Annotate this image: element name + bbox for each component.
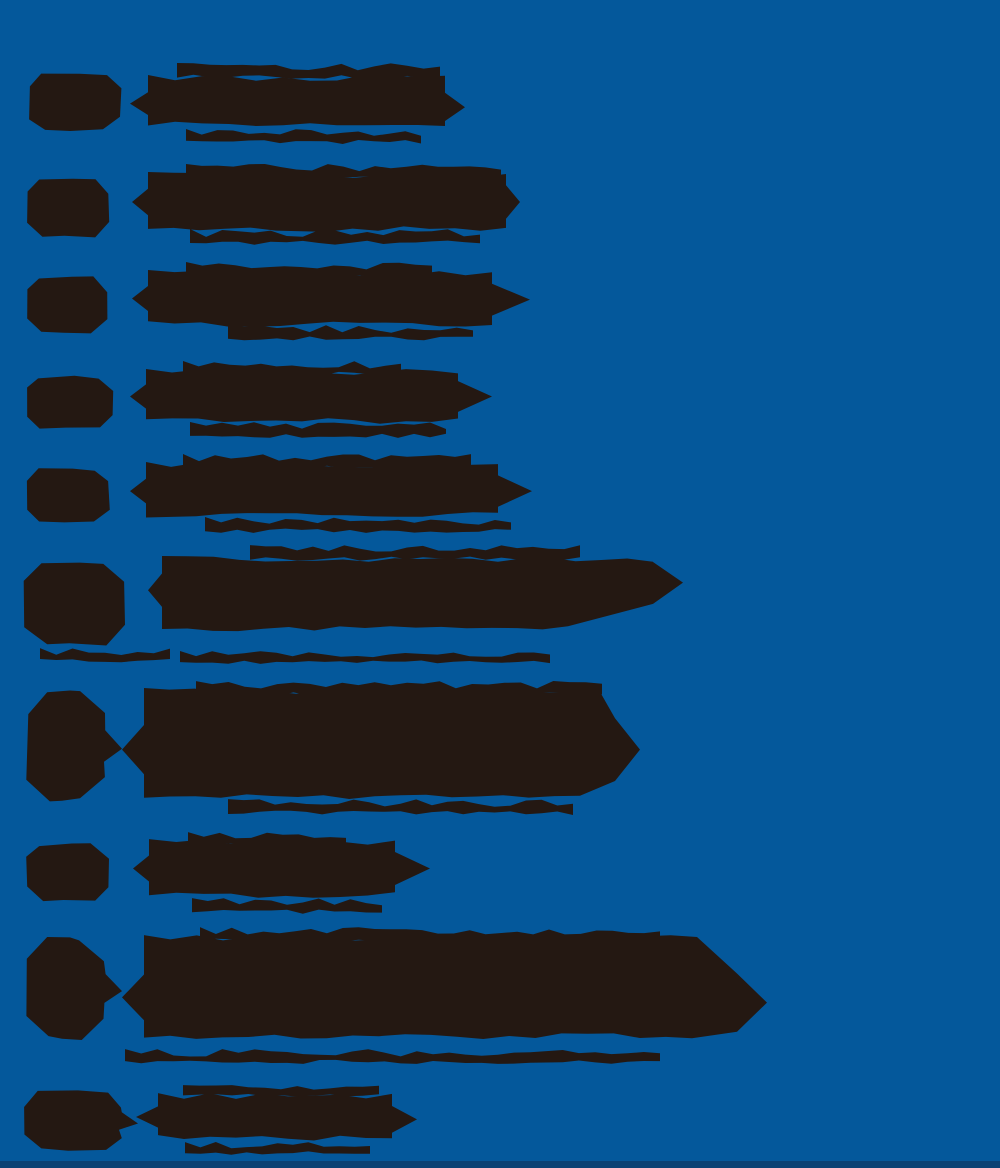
caption-line xyxy=(228,799,573,815)
caption-line xyxy=(228,325,473,341)
bubble-topline xyxy=(200,927,660,943)
speech-bubble xyxy=(132,270,530,327)
caption-line xyxy=(185,1142,370,1155)
speaker-label-blob xyxy=(28,73,122,133)
caption-line xyxy=(190,422,446,438)
speaker-label-blob xyxy=(24,1090,138,1152)
speaker-label-blob xyxy=(26,843,109,903)
bubble-topline xyxy=(183,1085,379,1097)
speech-bubble xyxy=(148,556,683,632)
bubble-topline xyxy=(188,832,346,847)
speech-bubble xyxy=(130,462,532,518)
bubble-topline xyxy=(177,63,440,79)
caption-line xyxy=(205,517,511,533)
bubble-topline xyxy=(186,164,501,179)
speech-bubble xyxy=(122,688,640,800)
speaker-label-blob xyxy=(26,468,111,525)
caption-line xyxy=(125,1049,660,1064)
speech-bubble xyxy=(132,172,520,232)
speaker-label-blob xyxy=(26,937,122,1040)
speech-bubble xyxy=(130,369,492,424)
speech-bubble xyxy=(130,75,465,127)
speaker-label-blob xyxy=(26,178,111,238)
speaker-label-blob xyxy=(23,562,126,646)
bubble-topline xyxy=(250,545,580,561)
bubble-topline xyxy=(196,681,602,696)
caption-line-2 xyxy=(180,651,550,664)
caption-line xyxy=(186,129,421,144)
speaker-label-blob xyxy=(26,690,122,802)
speech-bubble xyxy=(133,839,430,898)
caption-line xyxy=(192,898,382,914)
speaker-label-blob xyxy=(26,276,109,335)
caption-line xyxy=(40,648,170,663)
caption-line xyxy=(190,229,480,245)
bubble-topline xyxy=(186,262,432,277)
footer-bar xyxy=(0,1161,1000,1168)
speech-bubble xyxy=(136,1093,417,1141)
bubble-topline xyxy=(183,454,471,469)
speaker-label-blob xyxy=(26,375,114,430)
bubble-topline xyxy=(183,361,401,376)
speech-bubble xyxy=(122,935,767,1039)
